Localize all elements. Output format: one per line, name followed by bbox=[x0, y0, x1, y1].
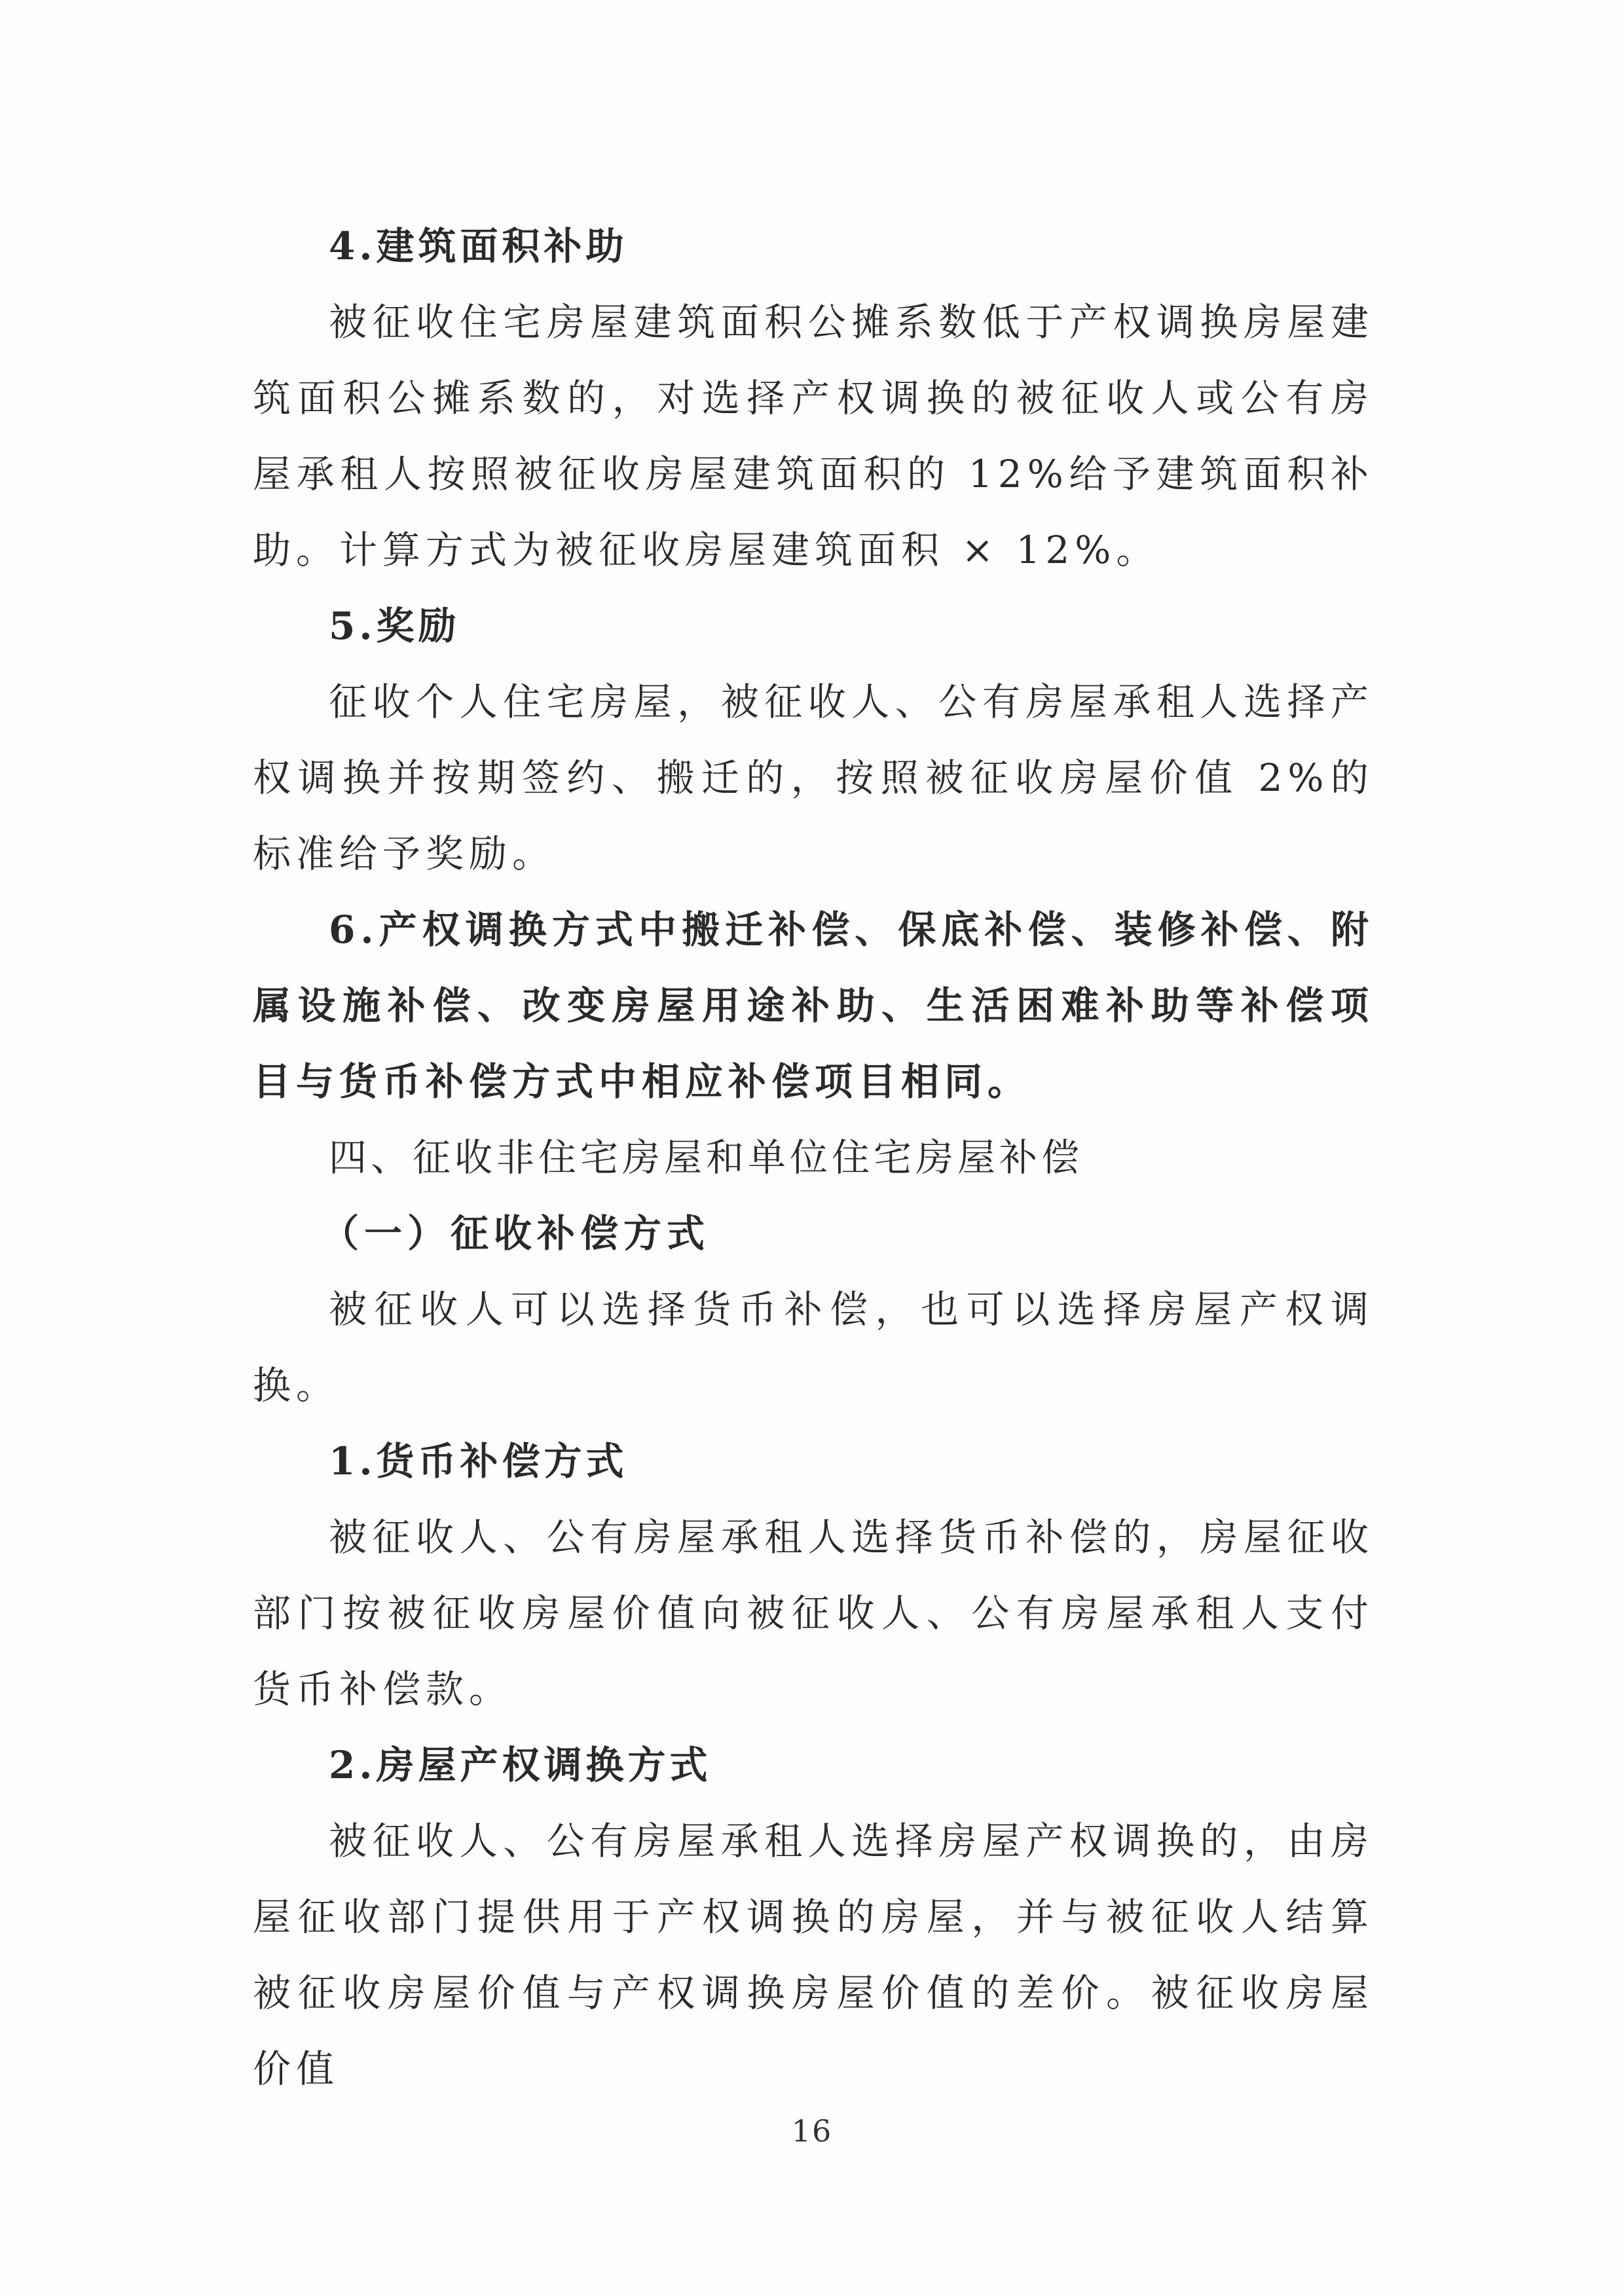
page-number: 16 bbox=[791, 2113, 833, 2149]
paragraph-reward: 征收个人住宅房屋，被征收人、公有房屋承租人选择产权调换并按期签约、搬迁的，按照被征收房屋价值 2%的标准给予奖励。 bbox=[253, 680, 1374, 876]
heading-building-area-subsidy: 4.建筑面积补助 bbox=[329, 224, 628, 268]
paragraph-property-exchange: 被征收人、公有房屋承租人选择房屋产权调换的，由房屋征收部门提供用于产权调换的房屋，并与被征收人结算被征收房屋价值与产权调换房屋价值的差价。被征收房屋价值 bbox=[253, 1819, 1374, 2091]
paragraph-compensation-items: 6.产权调换方式中搬迁补偿、保底补偿、装修补偿、附属设施补偿、改变房屋用途补助、生活困难补助等补偿项目与货币补偿方式中相应补偿项目相同。 bbox=[253, 907, 1374, 1104]
heading-property-exchange: 2.房屋产权调换方式 bbox=[329, 1743, 712, 1787]
section-title-non-residential: 四、征收非住宅房屋和单位住宅房屋补偿 bbox=[329, 1135, 1084, 1180]
paragraph-monetary-compensation: 被征收人、公有房屋承租人选择货币补偿的，房屋征收部门按被征收房屋价值向被征收人、公有房屋承租人支付货币补偿款。 bbox=[253, 1515, 1374, 1711]
heading-reward: 5.奖励 bbox=[329, 604, 460, 648]
heading-monetary-compensation: 1.货币补偿方式 bbox=[329, 1439, 628, 1484]
paragraph-building-area-subsidy: 被征收住宅房屋建筑面积公摊系数低于产权调换房屋建筑面积公摊系数的，对选择产权调换的被征收人或公有房屋承租人按照被征收房屋建筑面积的 12%给予建筑面积补助。计算方式为被征收房屋建筑面积 × 12%。 bbox=[253, 300, 1374, 572]
paragraph-compensation-choice: 被征收人可以选择货币补偿，也可以选择房屋产权调换。 bbox=[253, 1287, 1374, 1408]
subheading-compensation-method: （一）征收补偿方式 bbox=[321, 1211, 710, 1256]
document-body bbox=[253, 208, 1374, 2107]
